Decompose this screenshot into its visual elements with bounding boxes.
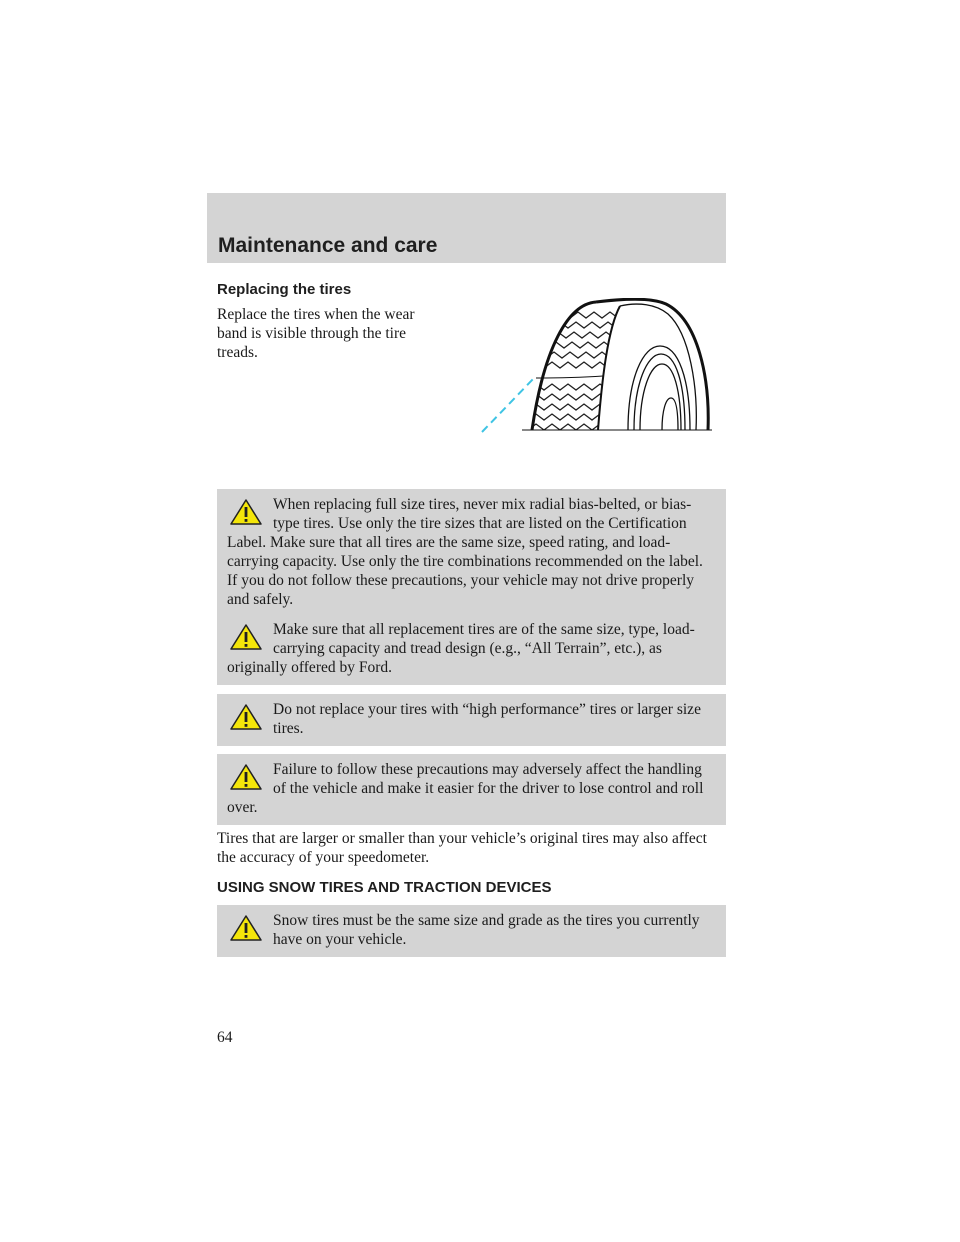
warning-text: Snow tires must be the same size and grade as the tires you currently have on your vehicle. [273, 912, 700, 948]
wear-band-pointer [482, 378, 534, 432]
page-number: 64 [217, 1029, 233, 1046]
warning-triangle-icon [229, 703, 263, 731]
warning-box-high-performance [217, 694, 726, 746]
warning-box-replacement-tires [217, 614, 726, 685]
page-title: Maintenance and care [218, 234, 438, 257]
warning-box-snow-tires [217, 905, 726, 957]
warning-box-precautions [217, 754, 726, 825]
warning-text: When replacing full size tires, never mix radial bias-belted, or bias-type tires. Use only the tire sizes that are listed on the Certification Label. Make sure that all tires are the same size, speed rating, and load-carrying capacity. Use only the tire combinations recommended on the label. If you do not follow these precautions, your vehicle may not drive properly and safely. [227, 496, 703, 608]
section-header-bar [207, 193, 726, 263]
warning-triangle-icon [229, 914, 263, 942]
section-heading-snow-tires: USING SNOW TIRES AND TRACTION DEVICES [217, 879, 552, 896]
speedometer-note: Tires that are larger or smaller than your vehicle’s original tires may also affect the accuracy of your speedometer. [217, 830, 707, 866]
warning-text: Do not replace your tires with “high performance” tires or larger size tires. [273, 701, 701, 737]
warning-text: Failure to follow these precautions may adversely affect the handling of the vehicle and make it easier for the driver to lose control and roll over. [227, 761, 704, 816]
warning-text: Make sure that all replacement tires are of the same size, type, load-carrying capacity and tread design (e.g., “All Terrain”, etc.), as originally offered by Ford. [227, 621, 695, 676]
warning-box-mixing-tires [217, 489, 726, 617]
warning-triangle-icon [229, 498, 263, 526]
tire-wear-band-illustration [478, 298, 713, 436]
section-heading-replacing-tires: Replacing the tires [217, 281, 352, 298]
warning-triangle-icon [229, 763, 263, 791]
replace-tires-intro: Replace the tires when the wear band is visible through the tire treads. [217, 306, 415, 361]
warning-triangle-icon [229, 623, 263, 651]
